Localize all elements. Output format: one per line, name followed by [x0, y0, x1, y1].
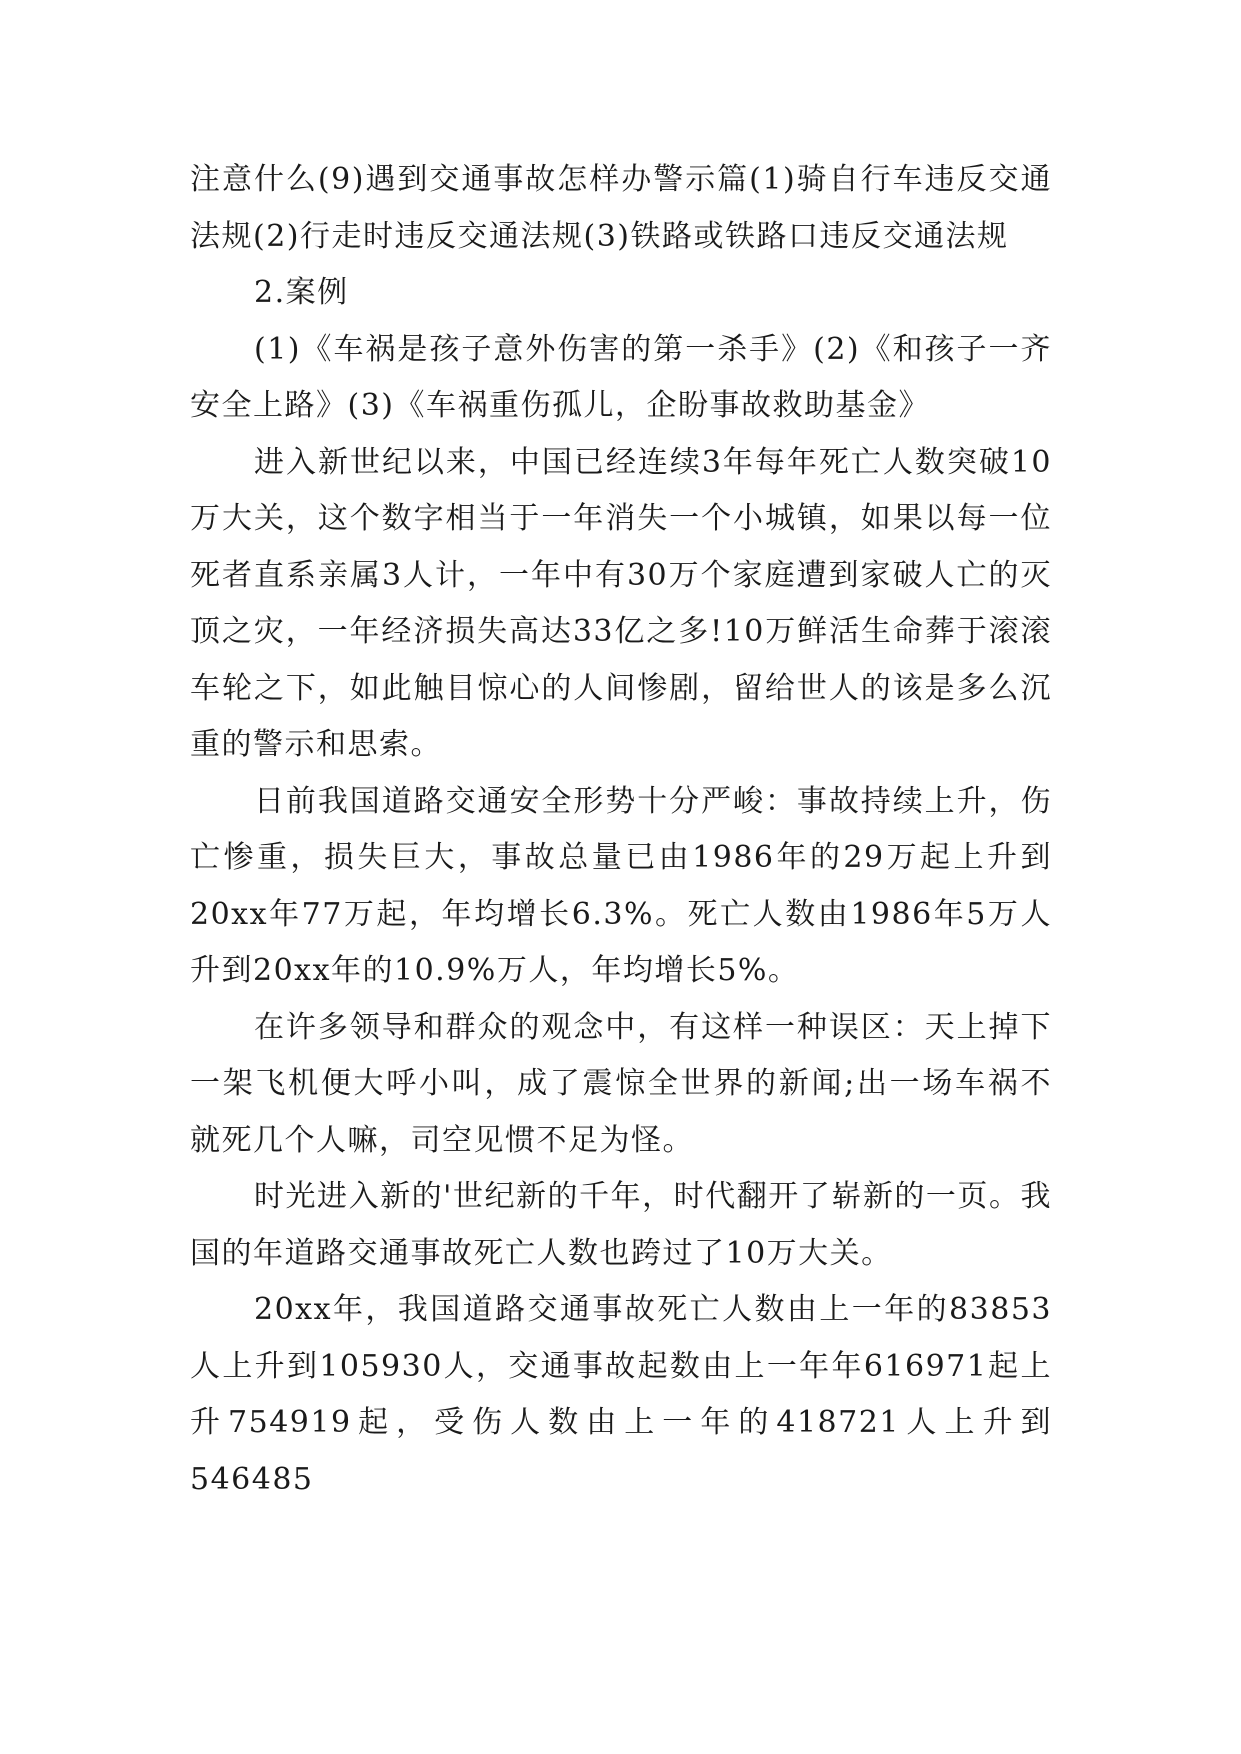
paragraph-new-millennium: 时光进入新的'世纪新的千年，时代翻开了崭新的一页。我国的年道路交通事故死亡人数也跨过了10万大关。: [190, 1179, 1052, 1271]
paragraph-case-titles: (1)《车祸是孩子意外伤害的第一杀手》(2)《和孩子一齐安全上路》(3)《车祸重伤孤儿，企盼事故救助基金》: [190, 331, 1052, 423]
paragraph-misconception: 在许多领导和群众的观念中，有这样一种误区：天上掉下一架飞机便大呼小叫，成了震惊全世界的新闻;出一场车祸不就死几个人嘛，司空见惯不足为怪。: [190, 1009, 1052, 1158]
document-body: [190, 152, 1052, 1508]
paragraph-continued-list: 注意什么(9)遇到交通事故怎样办警示篇(1)骑自行车违反交通法规(2)行走时违反交通法规(3)铁路或铁路口违反交通法规: [190, 162, 1052, 254]
section-heading-cases: 2.案例: [254, 275, 349, 310]
paragraph-statistics: 20xx年，我国道路交通事故死亡人数由上一年的83853人上升到105930人，交通事故起数由上一年年616971起上升754919起，受伤人数由上一年的418721人上升到546485: [190, 1292, 1052, 1497]
paragraph-safety-situation: 日前我国道路交通安全形势十分严峻：事故持续上升，伤亡惨重，损失巨大，事故总量已由1986年的29万起上升到20xx年77万起，年均增长6.3%。死亡人数由1986年5万人升到20xx年的10.9%万人，年均增长5%。: [190, 783, 1052, 988]
paragraph-new-century: 进入新世纪以来，中国已经连续3年每年死亡人数突破10万大关，这个数字相当于一年消失一个小城镇，如果以每一位死者直系亲属3人计，一年中有30万个家庭遭到家破人亡的灭顶之灾，一年经济损失高达33亿之多!10万鲜活生命葬于滚滚车轮之下，如此触目惊心的人间惨剧，留给世人的该是多么沉重的警示和思索。: [190, 444, 1052, 762]
